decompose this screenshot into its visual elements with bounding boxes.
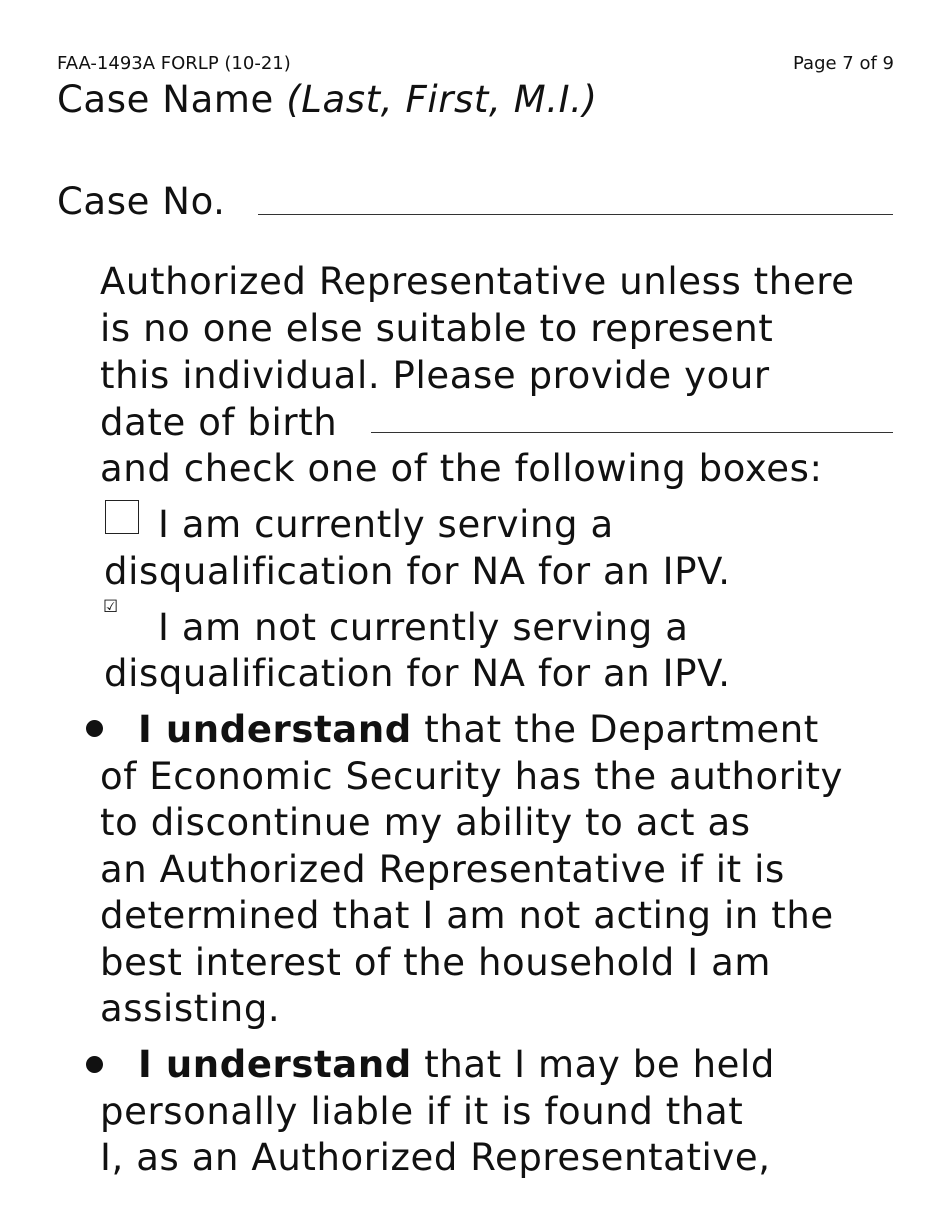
text: that the Department: [411, 708, 819, 751]
text: that I may be held: [411, 1043, 775, 1086]
bullet-text: best interest of the household I am: [100, 941, 771, 984]
intro-line: this individual. Please provide your: [100, 354, 770, 397]
bullet-text: determined that I am not acting in the: [100, 894, 834, 937]
bold-text: I understand: [138, 1043, 412, 1086]
bullet-text: [138, 708, 819, 751]
option-text: disqualification for NA for an IPV.: [104, 652, 731, 695]
bullet-text: I, as an Authorized Representative,: [100, 1136, 771, 1179]
dob-field[interactable]: [371, 432, 893, 433]
bullet-text: [138, 1043, 775, 1086]
bullet-icon: [86, 1056, 103, 1073]
bullet-text: personally liable if it is found that: [100, 1090, 744, 1133]
bullet-text: to discontinue my ability to act as: [100, 801, 751, 844]
bullet-text: assisting.: [100, 987, 281, 1030]
intro-line: Authorized Representative unless there: [100, 260, 855, 303]
bullet-icon: [86, 720, 103, 737]
case-name-hint: (Last, First, M.I.): [286, 78, 598, 121]
case-no-label: Case No.: [57, 180, 226, 223]
dob-label: date of birth: [100, 401, 338, 444]
intro-line: is no one else suitable to represent: [100, 307, 774, 350]
option-text: I am currently serving a: [158, 503, 614, 546]
bold-text: I understand: [138, 708, 412, 751]
option-text: disqualification for NA for an IPV.: [104, 550, 731, 593]
bullet-text: of Economic Security has the authority: [100, 755, 844, 798]
form-id: FAA-1493A FORLP (10-21): [57, 53, 291, 74]
bullet-text: an Authorized Representative if it is: [100, 848, 785, 891]
option-text: I am not currently serving a: [158, 606, 689, 649]
checkbox-currently-serving[interactable]: [105, 500, 139, 534]
page-number: Page 7 of 9: [793, 53, 894, 74]
case-no-field[interactable]: [258, 214, 893, 215]
checkbox-not-serving[interactable]: ☑: [103, 597, 119, 617]
case-name-label: [57, 78, 598, 121]
case-name-text: Case Name: [57, 78, 274, 121]
intro-line: and check one of the following boxes:: [100, 447, 823, 490]
